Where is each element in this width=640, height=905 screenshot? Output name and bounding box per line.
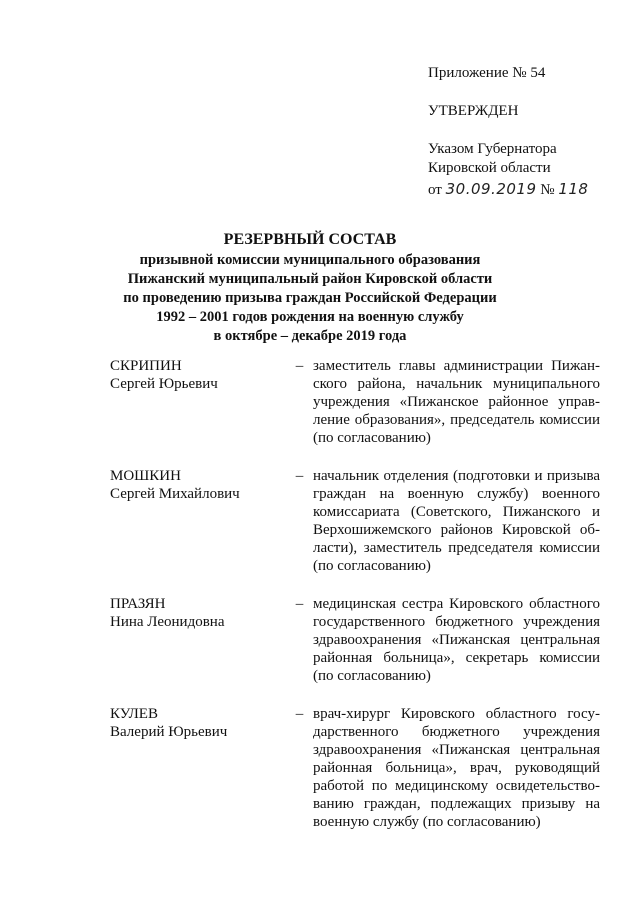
- decree-line-1: Указом Губернатора: [428, 141, 557, 157]
- member-surname: МОШКИН: [110, 468, 181, 484]
- document-title: [100, 229, 520, 346]
- members-list: [110, 357, 600, 851]
- handwritten-number: 118: [558, 180, 589, 198]
- member-name: [110, 357, 286, 393]
- member-role: заместитель главы администрации Пижанского района, начальник муниципального учреждения «Пижанское районное управление образования», председатель комиссии (по согласованию): [313, 358, 600, 446]
- member-entry: [110, 705, 600, 831]
- handwritten-date: 30.09.2019: [445, 180, 537, 198]
- member-entry: [110, 357, 600, 447]
- member-role: начальник отделения (подготовки и призыва граждан на военную службу) военного комиссариата (Советского, Пижанского и Верхошижемского районов Кировской области), заместитель председателя комиссии (по согласованию): [313, 468, 600, 574]
- member-surname: ПРАЗЯН: [110, 596, 166, 612]
- decree-date-line: [428, 180, 628, 200]
- title-line: призывной комиссии муниципального образования: [139, 252, 481, 268]
- member-given-name: Валерий Юрьевич: [110, 724, 228, 740]
- title-line: по проведению призыва граждан Российской Федерации: [123, 290, 497, 306]
- member-entry: [110, 595, 600, 685]
- member-surname: КУЛЕВ: [110, 706, 158, 722]
- title-line: в октябре – декабре 2019 года: [213, 328, 407, 344]
- approval-block: [428, 64, 628, 200]
- member-name: [110, 595, 286, 631]
- title-line: 1992 – 2001 годов рождения на военную службу: [156, 309, 464, 325]
- approved-label: УТВЕРЖДЕН: [428, 103, 519, 119]
- member-given-name: Сергей Михайлович: [110, 486, 240, 502]
- member-dash: –: [295, 706, 304, 722]
- member-given-name: Сергей Юрьевич: [110, 376, 218, 392]
- title-heading: РЕЗЕРВНЫЙ СОСТАВ: [223, 231, 397, 248]
- title-line: Пижанский муниципальный район Кировской области: [127, 271, 493, 287]
- member-role: медицинская сестра Кировского областного государственного бюджетного учреждения здравоохранения «Пижанская центральная районная больница», секретарь комиссии (по согласованию): [313, 596, 600, 684]
- date-prefix: от: [428, 182, 442, 198]
- member-dash: –: [295, 596, 304, 612]
- number-prefix: №: [540, 182, 555, 198]
- member-surname: СКРИПИН: [110, 358, 182, 374]
- member-dash: –: [295, 468, 304, 484]
- appendix-number: Приложение № 54: [428, 65, 546, 81]
- member-entry: [110, 467, 600, 575]
- member-dash: –: [295, 358, 304, 374]
- member-name: [110, 705, 286, 741]
- decree-line-2: Кировской области: [428, 160, 551, 176]
- member-role: врач-хирург Кировского областного государственного бюджетного учреждения здравоохранения «Пижанская центральная районная больница», врач, руководящий работой по медицинскому освидетельствованию граждан, подлежащих призыву на военную службу (по согласованию): [313, 706, 600, 830]
- member-given-name: Нина Леонидовна: [110, 614, 225, 630]
- member-name: [110, 467, 286, 503]
